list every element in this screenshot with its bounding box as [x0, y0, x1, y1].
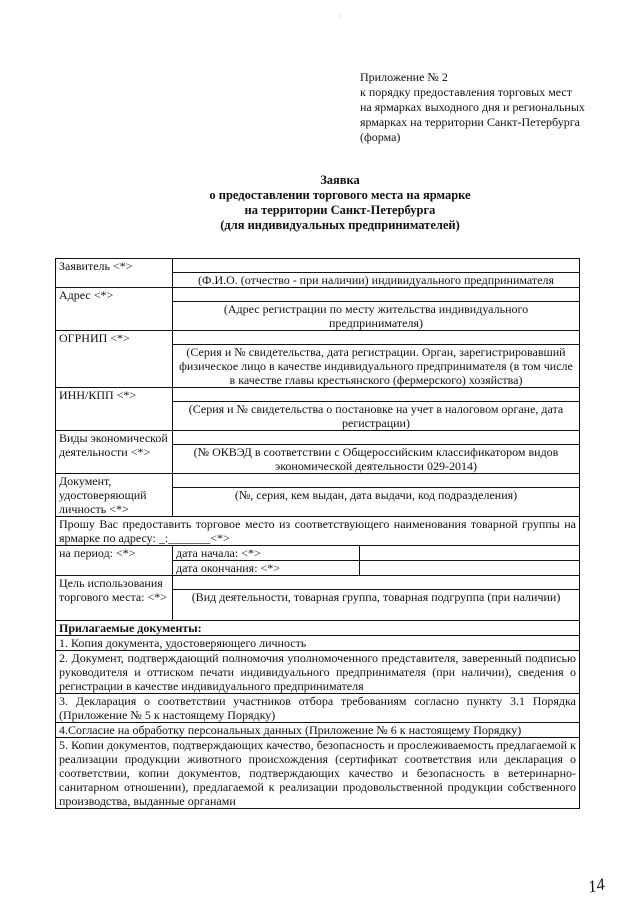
title-line: Заявка	[320, 173, 360, 187]
appendix-header	[360, 70, 620, 145]
activity-hint: (№ ОКВЭД в соответствии с Общероссийским классификатором видов экономической деятельности 029-2014)	[173, 445, 580, 474]
date-start-label: дата начала: <*>	[173, 546, 360, 561]
document-row	[56, 474, 580, 488]
title-line: (для индивидуальных предпринимателей)	[220, 218, 460, 232]
attachment-row	[56, 738, 580, 809]
attachment-row	[56, 694, 580, 723]
request-row	[56, 517, 580, 546]
attachment-row	[56, 651, 580, 694]
application-form-table	[55, 258, 580, 809]
appendix-line: Приложение № 2	[360, 70, 448, 84]
document-field[interactable]	[173, 474, 580, 488]
purpose-field[interactable]	[173, 576, 580, 590]
appendix-line: (форма)	[360, 130, 401, 144]
handwritten-page-number: 14	[586, 874, 607, 897]
attachment-item: 3. Декларация о соответствии участников отбора требованиям согласно пункту 3.1 Порядка (Приложение № 5 к настоящему Порядку)	[56, 694, 580, 723]
attachments-header-row	[56, 621, 580, 636]
appendix-line: на ярмарках выходного дня и региональных	[360, 100, 585, 114]
attachment-item: 5. Копии документов, подтверждающих качество, безопасность и прослеживаемость предлагаемой к реализации продукции животного происхождения (сертификат соответствия или декларация о соответствии, копии документов, подтверждающих качество и безопасность в ветеринарно-санитарном отношении), предлагаемой к реализации продовольственной продукции собственного производства, выданные органами	[56, 738, 580, 809]
address-field[interactable]	[173, 288, 580, 302]
applicant-hint: (Ф.И.О. (отчество - при наличии) индивидуального предпринимателя	[173, 273, 580, 288]
activity-row	[56, 431, 580, 445]
document-hint: (№, серия, кем выдан, дата выдачи, код подразделения)	[173, 488, 580, 517]
inn-label: ИНН/КПП <*>	[56, 388, 173, 431]
applicant-row	[56, 259, 580, 273]
purpose-hint: (Вид деятельности, товарная группа, товарная подгруппа (при наличии)	[173, 590, 580, 621]
document-title	[150, 173, 530, 233]
appendix-line: ярмарках на территории Санкт-Петербурга	[360, 115, 580, 129]
attachment-row	[56, 636, 580, 651]
date-end-field[interactable]	[360, 561, 580, 576]
scan-mark: ·	[338, 12, 341, 21]
request-text: Прошу Вас предоставить торговое место из соответствующего наименования товарной группы на ярмарке по адресу: _:_______<*>	[56, 517, 580, 546]
date-end-label: дата окончания: <*>	[173, 561, 360, 576]
address-row	[56, 288, 580, 302]
ogrnip-label: ОГРНИП <*>	[56, 331, 173, 388]
ogrnip-hint: (Серия и № свидетельства, дата регистрации. Орган, зарегистрировавший физическое лицо в качестве индивидуального предпринимателя (в том числе в качестве главы крестьянского (фермерского) хозяйства)	[173, 345, 580, 388]
activity-label: Виды экономической деятельности <*>	[56, 431, 173, 474]
attachment-item: 4.Согласие на обработку персональных данных (Приложение № 6 к настоящему Порядку)	[56, 723, 580, 738]
attachment-row	[56, 723, 580, 738]
address-label: Адрес <*>	[56, 288, 173, 331]
appendix-line: к порядку предоставления торговых мест	[360, 85, 572, 99]
ogrnip-row	[56, 331, 580, 345]
applicant-label: Заявитель <*>	[56, 259, 173, 288]
activity-field[interactable]	[173, 431, 580, 445]
applicant-field[interactable]	[173, 259, 580, 273]
ogrnip-field[interactable]	[173, 331, 580, 345]
purpose-row	[56, 576, 580, 590]
address-hint: (Адрес регистрации по месту жительства индивидуального предпринимателя)	[173, 302, 580, 331]
period-label: на период: <*>	[56, 546, 173, 576]
inn-row	[56, 388, 580, 402]
date-start-field[interactable]	[360, 546, 580, 561]
purpose-label: Цель использования торгового места: <*>	[56, 576, 173, 621]
title-line: о предоставлении торгового места на ярмарке	[209, 188, 471, 202]
title-line: на территории Санкт-Петербурга	[244, 203, 436, 217]
inn-field[interactable]	[173, 388, 580, 402]
attachments-header: Прилагаемые документы:	[56, 621, 580, 636]
document-label: Документ, удостоверяющий личность <*>	[56, 474, 173, 517]
period-row	[56, 546, 580, 561]
inn-hint: (Серия и № свидетельства о постановке на учет в налоговом органе, дата регистрации)	[173, 402, 580, 431]
attachment-item: 2. Документ, подтверждающий полномочия уполномоченного представителя, заверенный подписью руководителя и оттиском печати индивидуального предпринимателя (при наличии), сведения о регистрации в качестве индивидуального предпринимателя	[56, 651, 580, 694]
attachment-item: 1. Копия документа, удостоверяющего личность	[56, 636, 580, 651]
